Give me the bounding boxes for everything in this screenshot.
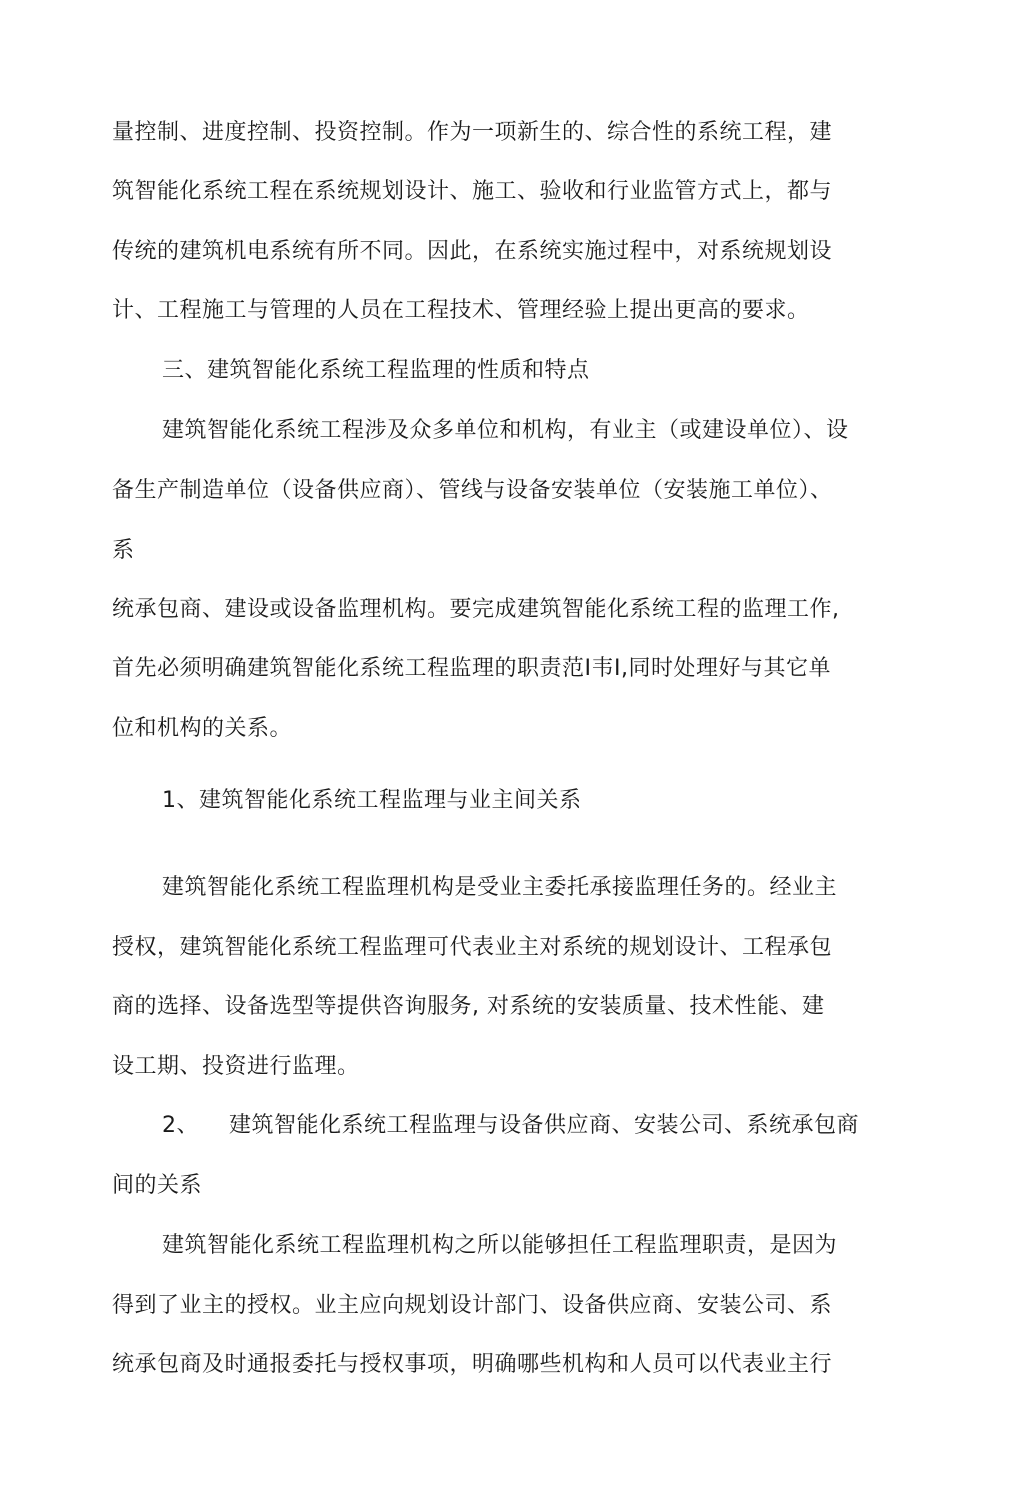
paragraph-line: 建筑智能化系统工程监理机构是受业主委托承接监理任务的。经业主 <box>162 875 838 900</box>
paragraph-line: 建筑智能化系统工程监理机构之所以能够担任工程监理职责，是因为 <box>162 1233 838 1258</box>
paragraph-line: 量控制、进度控制、投资控制。作为一项新生的、综合性的系统工程，建 <box>112 120 833 145</box>
paragraph-line: 统承包商及时通报委托与授权事项，明确哪些机构和人员可以代表业主行 <box>112 1352 833 1377</box>
paragraph-line: 传统的建筑机电系统有所不同。因此，在系统实施过程中，对系统规划设 <box>112 239 833 264</box>
paragraph-line: 商的选择、设备选型等提供咨询服务, 对系统的安装质量、技术性能、建 <box>112 994 825 1019</box>
paragraph-line: 首先必须明确建筑智能化系统工程监理的职责范I韦I,同时处理好与其它单 <box>112 656 831 681</box>
paragraph-line: 筑智能化系统工程在系统规划设计、施工、验收和行业监管方式上，都与 <box>112 179 833 204</box>
section-heading: 三、建筑智能化系统工程监理的性质和特点 <box>162 358 590 383</box>
paragraph-line: 位和机构的关系。 <box>112 716 293 741</box>
paragraph-line: 统承包商、建设或设备监理机构。要完成建筑智能化系统工程的监理工作, <box>112 597 840 622</box>
paragraph-line: 授权，建筑智能化系统工程监理可代表业主对系统的规划设计、工程承包 <box>112 935 833 960</box>
paragraph-line: 系 <box>112 538 135 563</box>
paragraph-line: 计、工程施工与管理的人员在工程技术、管理经验上提出更高的要求。 <box>112 298 810 323</box>
paragraph-line: 得到了业主的授权。业主应向规划设计部门、设备供应商、安装公司、系 <box>112 1293 833 1318</box>
subsection-heading <box>162 1111 859 1141</box>
paragraph-line: 建筑智能化系统工程涉及众多单位和机构，有业主（或建设单位）、设 <box>162 418 849 443</box>
subsection-heading: 1、建筑智能化系统工程监理与业主间关系 <box>162 788 582 813</box>
paragraph-line: 设工期、投资进行监理。 <box>112 1054 360 1079</box>
subsection-title: 建筑智能化系统工程监理与设备供应商、安装公司、系统承包商 <box>229 1113 860 1138</box>
subsection-number: 2、 <box>162 1113 199 1138</box>
paragraph-line: 间的关系 <box>112 1173 203 1198</box>
paragraph-line: 备生产制造单位（设备供应商）、管线与设备安装单位（安装施工单位）、 <box>112 478 833 503</box>
